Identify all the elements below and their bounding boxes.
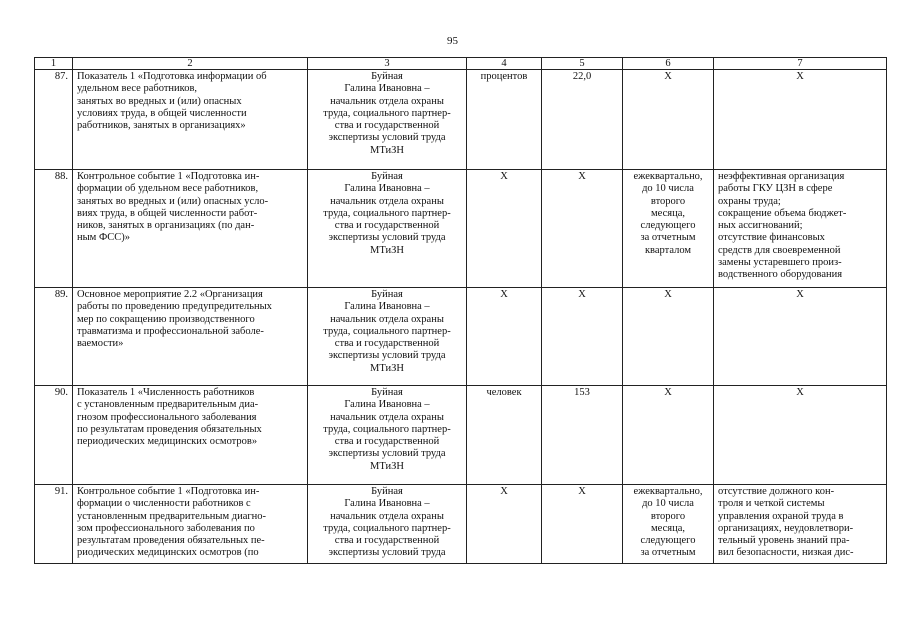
row-value: Х: [542, 170, 623, 288]
column-header-6: 6: [623, 58, 714, 70]
page-number: 95: [447, 35, 458, 47]
row-responsible: Буйная Галина Ивановна – начальник отдела охраны труда, социального партнер- ства и государственной экспертизы условий труда МТиЗН: [308, 386, 467, 485]
row-risks: неэффективная организация работы ГКУ ЦЗН в сфере охраны труда; сокращение объема бюджет- ных ассигнований; отсутствие финансовых средств для своевременной замены устаревшего произ- водственного оборудования: [714, 170, 887, 288]
row-deadline: ежеквартально, до 10 числа второго месяца, следующего за отчетным: [623, 485, 714, 564]
row-number: 89.: [35, 288, 73, 386]
row-responsible: Буйная Галина Ивановна – начальник отдела охраны труда, социального партнер- ства и государственной экспертизы условий труда: [308, 485, 467, 564]
row-value: 22,0: [542, 70, 623, 170]
row-number: 90.: [35, 386, 73, 485]
column-header-5: 5: [542, 58, 623, 70]
row-title: Контрольное событие 1 «Подготовка ин- формации об удельном весе работников, занятых во вредных и (или) опасных усло- виях труда, в общей численности работ- ников, занятых в организациях (по дан- ным ФСС)»: [73, 170, 308, 288]
table-row: [35, 386, 887, 485]
row-responsible: Буйная Галина Ивановна – начальник отдела охраны труда, социального партнер- ства и государственной экспертизы условий труда МТиЗН: [308, 70, 467, 170]
column-number-row: [35, 58, 887, 70]
row-responsible: Буйная Галина Ивановна – начальник отдела охраны труда, социального партнер- ства и государственной экспертизы условий труда МТиЗН: [308, 288, 467, 386]
table-row: [35, 70, 887, 170]
row-unit: Х: [467, 170, 542, 288]
table-row: [35, 288, 887, 386]
row-title: Контрольное событие 1 «Подготовка ин- формации о численности работников с установленным предварительным диагно- зом профессионального заболевания по результатам проведения обязательных пе- риодических медицинских осмотров (по: [73, 485, 308, 564]
row-number: 87.: [35, 70, 73, 170]
table-row: [35, 485, 887, 564]
column-header-4: 4: [467, 58, 542, 70]
column-header-7: 7: [714, 58, 887, 70]
row-deadline: Х: [623, 70, 714, 170]
column-header-1: 1: [35, 58, 73, 70]
row-risks: Х: [714, 386, 887, 485]
row-unit: Х: [467, 288, 542, 386]
row-deadline: Х: [623, 386, 714, 485]
row-risks: Х: [714, 70, 887, 170]
row-value: Х: [542, 485, 623, 564]
row-number: 88.: [35, 170, 73, 288]
row-value: 153: [542, 386, 623, 485]
row-deadline: ежеквартально, до 10 числа второго месяца, следующего за отчетным кварталом: [623, 170, 714, 288]
column-header-3: 3: [308, 58, 467, 70]
column-header-2: 2: [73, 58, 308, 70]
row-number: 91.: [35, 485, 73, 564]
row-title: Основное мероприятие 2.2 «Организация работы по проведению предупредительных мер по сокращению производственного травматизма и профессиональной заболе- ваемости»: [73, 288, 308, 386]
row-deadline: Х: [623, 288, 714, 386]
row-unit: процентов: [467, 70, 542, 170]
plan-table: [34, 57, 887, 564]
row-unit: Х: [467, 485, 542, 564]
table-row: [35, 170, 887, 288]
row-title: Показатель 1 «Подготовка информации об удельном весе работников, занятых во вредных и (или) опасных условиях труда, в общей численности работников, занятых в организациях»: [73, 70, 308, 170]
row-unit: человек: [467, 386, 542, 485]
row-title: Показатель 1 «Численность работников с установленным предварительным диа- гнозом профессионального заболевания по результатам проведения обязательных периодических медицинских осмотров»: [73, 386, 308, 485]
row-value: Х: [542, 288, 623, 386]
row-risks: отсутствие должного кон- троля и четкой системы управления охраной труда в организациях, неудовлетвори- тельный уровень знаний пра- вил безопасности, низкая дис-: [714, 485, 887, 564]
row-risks: Х: [714, 288, 887, 386]
row-responsible: Буйная Галина Ивановна – начальник отдела охраны труда, социального партнер- ства и государственной экспертизы условий труда МТиЗН: [308, 170, 467, 288]
